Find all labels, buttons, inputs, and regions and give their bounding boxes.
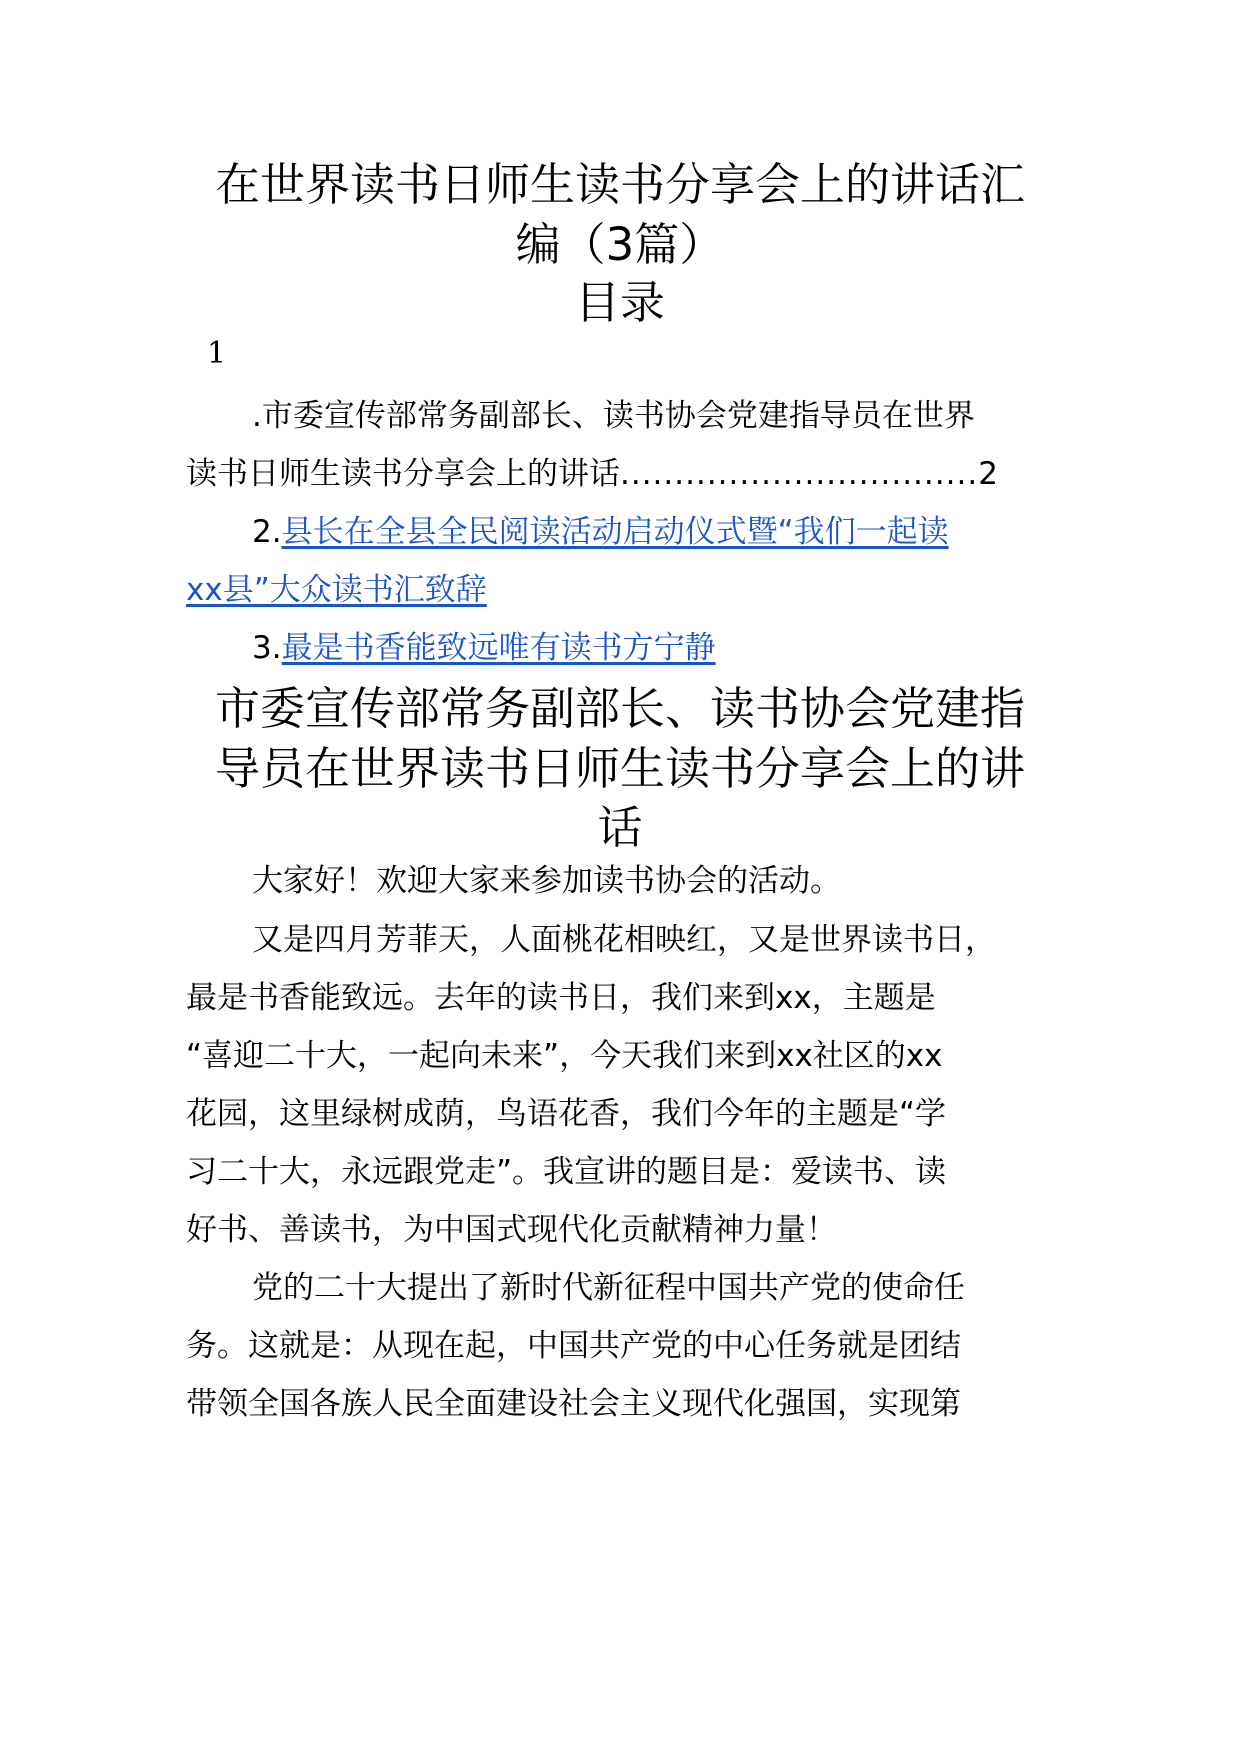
body-line: 习二十大，永远跟党走”。我宣讲的题目是：爱读书、读 bbox=[186, 1154, 947, 1190]
body-line: 大家好！欢迎大家来参加读书协会的活动。 bbox=[252, 863, 841, 899]
section-title-line-2: 导员在世界读书日师生读书分享会上的讲 bbox=[214, 742, 1025, 795]
body-line: 又是四月芳菲天，人面桃花相映红，又是世界读书日， bbox=[252, 922, 996, 958]
toc-item-2-link[interactable]: 县长在全县全民阅读活动启动仪式暨“我们一起读 bbox=[281, 514, 949, 550]
body-line: “喜迎二十大，一起向未来”，今天我们来到xx社区的xx bbox=[186, 1038, 943, 1074]
body-line: 好书、善读书，为中国式现代化贡献精神力量！ bbox=[186, 1212, 837, 1248]
toc-item-2-prefix: 2. bbox=[252, 514, 282, 550]
body-line: 务。这就是：从现在起，中国共产党的中心任务就是团结 bbox=[186, 1328, 961, 1364]
document-title-line-1: 在世界读书日师生读书分享会上的讲话汇 bbox=[214, 158, 1025, 211]
body-line: 最是书香能致远。去年的读书日，我们来到xx，主题是 bbox=[186, 980, 936, 1016]
toc-item-1-line-2[interactable] bbox=[186, 448, 998, 493]
toc-item-2-link-continued[interactable]: xx县”大众读书汇致辞 bbox=[186, 572, 487, 608]
toc-item-1-title: 读书日师生读书分享会上的讲话 bbox=[186, 456, 620, 492]
toc-number: 1 bbox=[207, 336, 227, 371]
toc-item-3-link[interactable]: 最是书香能致远唯有读书方宁静 bbox=[281, 630, 716, 666]
toc-item-3[interactable] bbox=[252, 622, 716, 667]
body-line: 党的二十大提出了新时代新征程中国共产党的使命任 bbox=[252, 1270, 965, 1306]
section-title-line-3: 话 bbox=[597, 801, 643, 854]
toc-item-3-prefix: 3. bbox=[252, 630, 282, 666]
toc-page-number: 2 bbox=[978, 456, 998, 492]
toc-heading: 目录 bbox=[574, 276, 665, 329]
document-title-line-2: 编（3篇） bbox=[515, 218, 725, 271]
section-title-line-1: 市委宣传部常务副部长、读书协会党建指 bbox=[214, 682, 1025, 735]
toc-leader-dots: ................................. bbox=[620, 456, 979, 492]
toc-item-2-line-2[interactable] bbox=[186, 564, 487, 609]
body-line: 带领全国各族人民全面建设社会主义现代化强国，实现第 bbox=[186, 1386, 961, 1422]
toc-item-1-line-1[interactable]: .市委宣传部常务副部长、读书协会党建指导员在世界 bbox=[252, 398, 975, 434]
body-line: 花园，这里绿树成荫，鸟语花香，我们今年的主题是“学 bbox=[186, 1096, 947, 1132]
toc-item-2-line-1[interactable] bbox=[252, 506, 949, 551]
